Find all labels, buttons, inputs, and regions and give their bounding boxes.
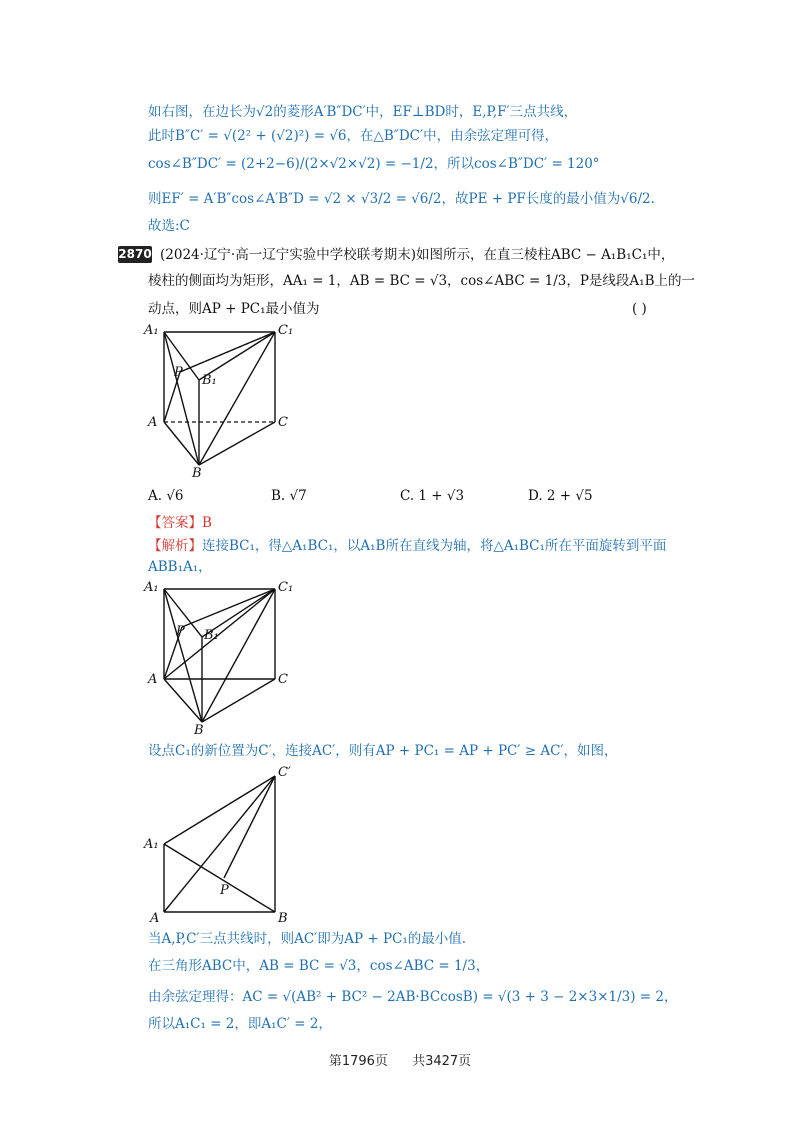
analysis-line-4: 当A,P,C′三点共线时，则AC′即为AP + PC₁的最小值. [148, 931, 467, 947]
prev-solution-line-5: 故选:C [148, 218, 190, 234]
label-P: P [174, 365, 183, 380]
analysis-line-5: 在三角形ABC中，AB = BC = √3，cos∠ABC = 1/3， [148, 958, 490, 974]
label3-P: P [220, 883, 229, 898]
analysis-label: 【解析】 [148, 538, 202, 554]
label-C: C [278, 415, 288, 430]
problem-line-2: 棱柱的侧面均为矩形，AA₁ = 1，AB = BC = √3，cos∠ABC = 1/3，P是线段A₁B上的一 [148, 273, 696, 289]
total-pages: 共3427页 [412, 1054, 472, 1069]
label2-B1: B₁ [204, 628, 219, 643]
label2-B: B [194, 723, 204, 737]
label2-A: A [148, 672, 158, 687]
prev-solution-line-3: cos∠B″DC′ = (2+2−6)/(2×√2×√2) = −1/2，所以cos∠B″DC′ = 120° [148, 156, 600, 172]
label-A1: A₁ [144, 323, 159, 338]
analysis-line-1 [148, 537, 666, 555]
analysis-line-2: ABB₁A₁， [148, 559, 212, 575]
prism-figure-1 [140, 318, 310, 480]
label2-C: C [278, 672, 288, 687]
prev-solution-line-2: 此时B″C′ = √(2² + (√2)²) = √6，在△B″DC′中，由余弦定理可得， [148, 128, 559, 144]
problem-number-badge: 2870 [118, 247, 152, 261]
answer-line [148, 514, 212, 532]
label-B1: B₁ [202, 373, 217, 388]
option-c: C. 1 + √3 [400, 488, 465, 504]
prev-solution-line-1: 如右图，在边长为√2的菱形A′B″DC′中，EF⊥BD时，E,P,F′三点共线， [148, 104, 578, 120]
page-footer [0, 1050, 800, 1069]
prism-figure-2 [140, 575, 310, 737]
answer-label: 【答案】 [148, 515, 202, 531]
analysis-text-1: 连接BC₁，得△A₁BC₁，以A₁B所在直线为轴，将△A₁BC₁所在平面旋转到平面 [202, 538, 667, 554]
problem-line-3: 动点，则AP + PC₁最小值为 [148, 301, 320, 317]
label-C1: C₁ [278, 323, 294, 338]
answer-blank: ( ) [632, 301, 647, 317]
label-B: B [192, 466, 202, 480]
prev-solution-line-4: 则EF′ = A′B″cos∠A′B″D = √2 × √3/2 = √6/2，故PE + PF长度的最小值为√6/2. [148, 191, 655, 207]
label3-B: B [278, 911, 288, 925]
label3-Cp: C′ [278, 765, 291, 780]
option-a: A. √6 [148, 488, 184, 504]
label3-A1: A₁ [144, 837, 159, 852]
analysis-line-6: 由余弦定理得：AC = √(AB² + BC² − 2AB·BCcosB) = √(3 + 3 − 2×3×1/3) = 2， [148, 989, 678, 1005]
option-b: B. √7 [271, 488, 307, 504]
analysis-line-3: 设点C₁的新位置为C′，连接AC′，则有AP + PC₁ = AP + PC′ ≥ AC′，如图， [148, 743, 618, 759]
label2-P: P [176, 624, 185, 639]
answer-value: B [202, 515, 212, 531]
label2-A1: A₁ [144, 580, 159, 595]
option-d: D. 2 + √5 [528, 488, 593, 504]
analysis-line-7: 所以A₁C₁ = 2，即A₁C′ = 2， [148, 1016, 332, 1032]
problem-line-1: (2024·辽宁·高一辽宁实验中学校联考期末)如图所示，在直三棱柱ABC − A₁B₁C₁中， [160, 247, 675, 263]
page-number: 第1796页 [328, 1054, 388, 1069]
label3-A: A [150, 911, 160, 925]
label-A: A [148, 415, 158, 430]
rotated-figure [140, 760, 310, 925]
label2-C1: C₁ [278, 580, 294, 595]
